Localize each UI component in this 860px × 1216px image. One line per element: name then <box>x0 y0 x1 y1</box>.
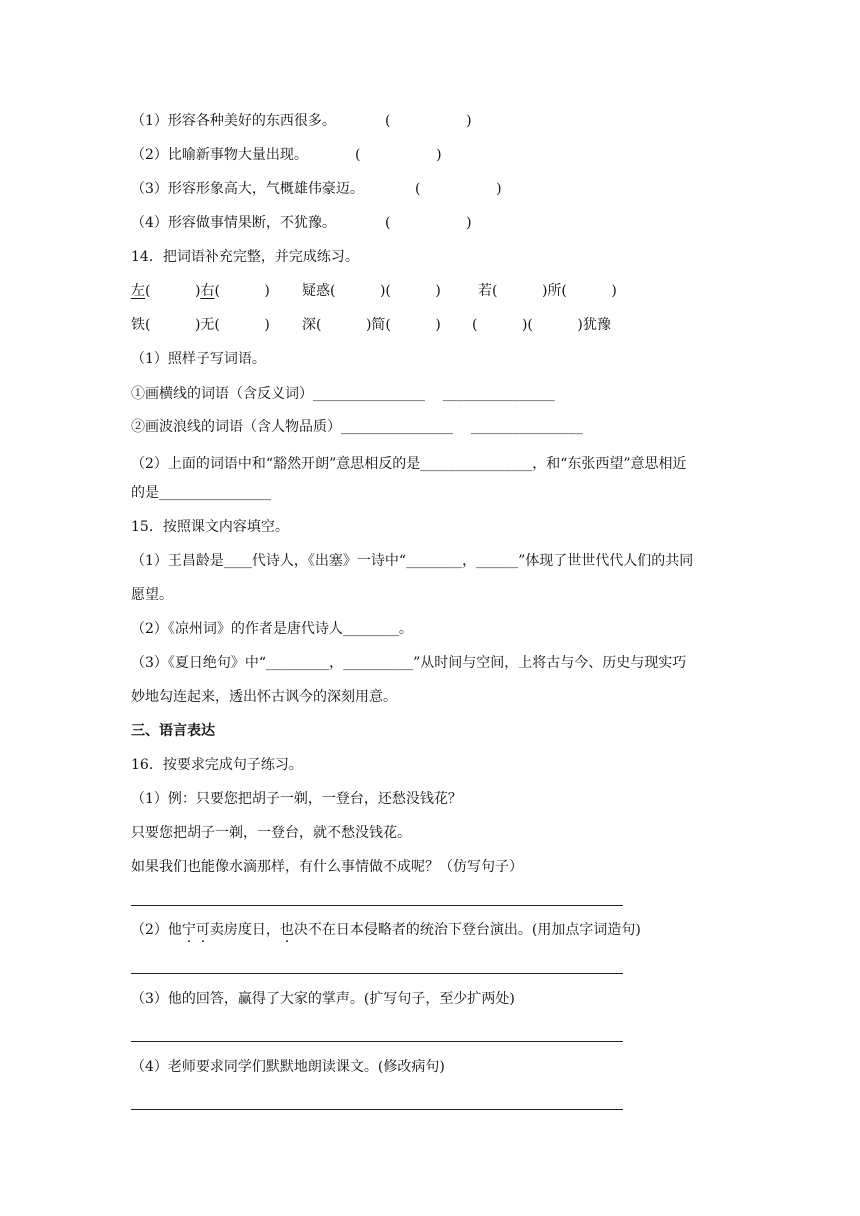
answer-line-2[interactable] <box>131 973 623 974</box>
answer-line-4[interactable] <box>131 1109 623 1110</box>
q16-example-2: 只要您把胡子一剃，一登台，就不愁没钱花。 <box>131 825 411 841</box>
word-left: 左 <box>131 283 145 299</box>
dotted-word: 宁 <box>181 922 196 938</box>
q16-title: 16．按要求完成句子练习。 <box>131 757 303 773</box>
q13-item-1: （1）形容各种美好的东西很多。 <box>131 113 336 129</box>
blank[interactable]: ( ) <box>214 283 270 299</box>
answer-line-1[interactable] <box>131 905 623 906</box>
q16-task-4: （4）老师要求同学们默默地朗读课文。(修改病句) <box>131 1059 445 1075</box>
q15-s3b: 妙地勾连起来，透出怀古讽今的深刻用意。 <box>131 689 397 705</box>
q14-row1-b[interactable]: 疑惑( )( ) <box>302 283 441 299</box>
q14-sub1: （1）照样子写词语。 <box>131 351 266 367</box>
q14-row2-b[interactable]: 深( )简( ) <box>302 317 441 333</box>
word-right: 右 <box>200 283 215 299</box>
dotted-word: 可 <box>195 922 210 938</box>
q14-sub1a[interactable]: ①画横线的词语（含反义词）________________ ________________ <box>131 386 555 402</box>
q13-answer-2[interactable]: ( ) <box>355 147 442 163</box>
q13-item-2: （2）比喻新事物大量出现。 <box>131 147 308 163</box>
q14-sub1b[interactable]: ②画波浪线的词语（含人物品质）________________ ________________ <box>131 419 583 435</box>
text: 卖房度日， <box>209 922 280 938</box>
section-heading: 三、语言表达 <box>131 723 215 739</box>
q16-example-1: （1）例：只要您把胡子一剃，一登台，还愁没钱花？ <box>131 791 462 807</box>
q13-item-3: （3）形容形象高大，气概雄伟豪迈。 <box>131 181 364 197</box>
q14-row2-c[interactable]: ( )( )犹豫 <box>472 317 611 333</box>
q15-s1a[interactable]: （1）王昌龄是____代诗人，《出塞》一诗中“________，______”体现了世世代代人们的共同 <box>131 553 694 569</box>
q14-sub2a[interactable]: （2）上面的词语中和“豁然开朗”意思相反的是________________，和“东张西望”意思相近 <box>131 456 687 472</box>
text: （2）他 <box>131 922 182 938</box>
q14-sub2b[interactable]: 的是________________ <box>131 485 271 501</box>
q13-answer-1[interactable]: ( ) <box>385 113 472 129</box>
blank[interactable]: ( ) <box>145 283 201 299</box>
q15-s2[interactable]: （2）《凉州词》的作者是唐代诗人________。 <box>131 621 413 637</box>
q15-s3a[interactable]: （3）《夏日绝句》中“_________，__________”从时间与空间，上将古与今、历史与现实巧 <box>131 655 687 671</box>
q14-row1-a <box>131 281 270 301</box>
q16-task-3: （3）他的回答，赢得了大家的掌声。(扩写句子，至少扩两处) <box>131 991 515 1007</box>
q13-answer-4[interactable]: ( ) <box>385 215 472 231</box>
q14-row1-c[interactable]: 若( )所( ) <box>478 283 617 299</box>
dotted-word: 也 <box>279 922 294 938</box>
q13-item-4: （4）形容做事情果断，不犹豫。 <box>131 215 336 231</box>
q14-row2-a[interactable]: 铁( )无( ) <box>131 317 270 333</box>
text: 决不在日本侵略者的统治下登台演出。(用加点字词造句) <box>293 922 641 938</box>
q16-task-2 <box>131 920 641 940</box>
q13-answer-3[interactable]: ( ) <box>415 181 502 197</box>
q16-task-1: 如果我们也能像水滴那样，有什么事情做不成呢？（仿写句子） <box>131 859 523 875</box>
q15-s1b: 愿望。 <box>131 587 173 603</box>
answer-line-3[interactable] <box>131 1041 623 1042</box>
q14-title: 14．把词语补充完整，并完成练习。 <box>131 249 359 265</box>
q15-title: 15．按照课文内容填空。 <box>131 519 289 535</box>
